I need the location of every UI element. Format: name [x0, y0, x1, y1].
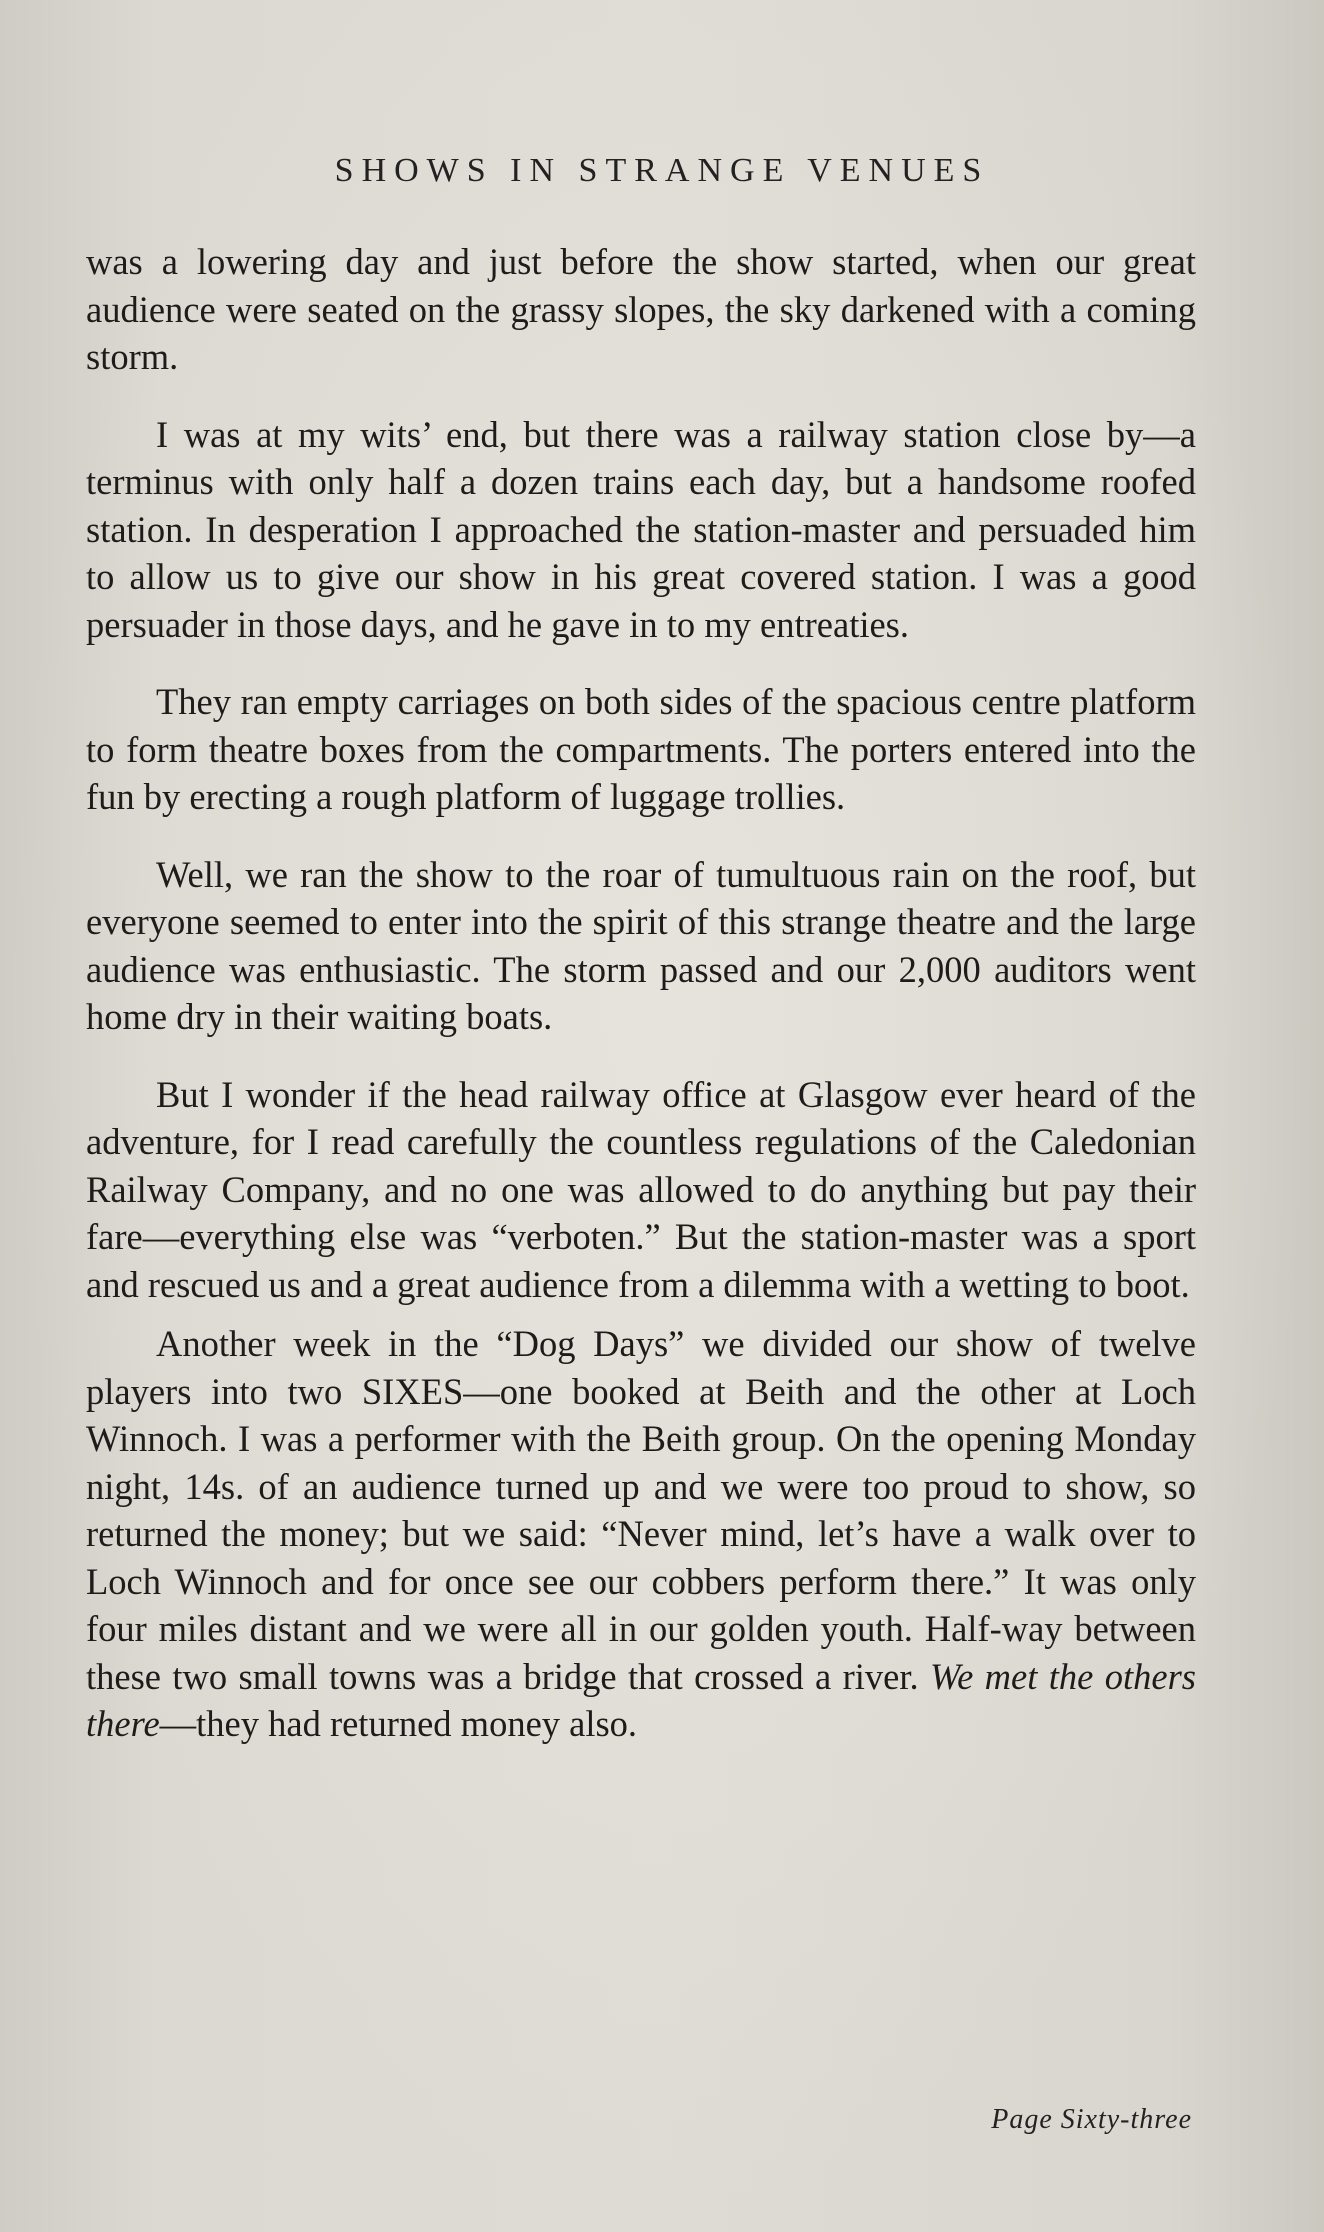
paragraph-3: They ran empty carriages on both sides of the spacious centre platform to form theatre boxes from the compartments. The porters entered into the fun by erecting a rough platform of luggage trollies. — [86, 681, 1196, 817]
paragraph-6-text-end: —they had returned money also. — [159, 1703, 638, 1744]
paragraph-6-italic: We met the others there — [86, 1655, 1197, 1744]
paragraph-5: But I wonder if the head railway office at Glasgow ever heard of the adventure, for I read carefully the countless regulations of the Caledonian Railway Company, and no one was allowed to do anything but pay their fare—everything else was “verboten.” But the station-master was a sport and rescued us and a great audience from a dilemma with a wetting to boot. — [86, 1073, 1196, 1305]
running-head: SHOWS IN STRANGE VENUES — [334, 152, 990, 189]
paragraph-6 — [86, 1320, 1196, 1748]
paragraph-4: Well, we ran the show to the roar of tumultuous rain on the roof, but everyone seemed to enter into the spirit of this strange theatre and the large audience was enthusiastic. The storm passed and our 2,000 auditors went home dry in their waiting boats. — [86, 853, 1196, 1037]
paragraph-6-text: Another week in the “Dog Days” we divided our show of twelve players into two SIXES—one booked at Beith and the other at Loch Winnoch. I was a performer with the Beith group. On the opening Monday night, 14s. of an audience turned up and we were too proud to show, so returned the money; but we said: “Never mind, let’s have a walk over to Loch Winnoch and for once see our cobbers perform there.” It was only four miles distant and we were all in our golden youth. Half-way between these two small towns was a bridge that crossed a river. — [86, 1323, 1196, 1697]
paragraph-1: was a lowering day and just before the show started, when our great audience were seated on the grassy slopes, the sky darkened with a coming storm. — [86, 241, 1196, 377]
body-text — [86, 238, 1196, 1748]
page-number: Page Sixty-three — [991, 2104, 1192, 2135]
paragraph-2: I was at my wits’ end, but there was a railway station close by—a terminus with only half a dozen trains each day, but a handsome roofed station. In desperation I approached the station-master and persuaded him to allow us to give our show in his great covered station. I was a good persuader in those days, and he gave in to my entreaties. — [86, 413, 1196, 645]
